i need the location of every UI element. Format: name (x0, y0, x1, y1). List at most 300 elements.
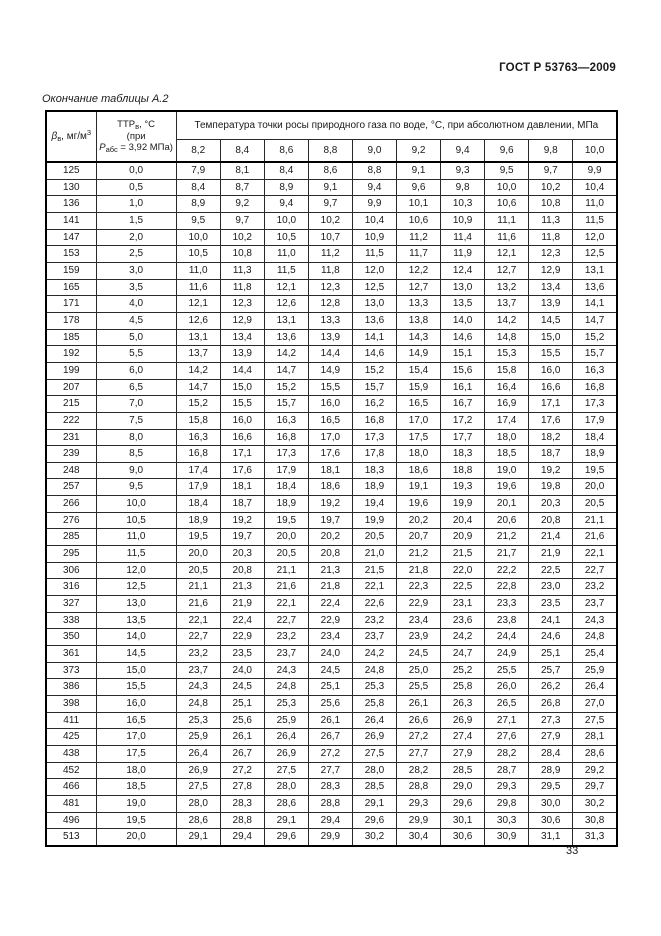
dewpoint-cell: 24,5 (308, 662, 352, 679)
ttr-label-sub: в (135, 121, 140, 131)
dewpoint-cell: 26,2 (529, 679, 573, 696)
table-row (46, 229, 617, 246)
dewpoint-cell: 27,8 (220, 779, 264, 796)
dewpoint-cell: 27,5 (352, 745, 396, 762)
density-cell: 276 (46, 512, 96, 529)
dewpoint-cell: 8,6 (308, 162, 352, 179)
dewpoint-cell: 22,9 (220, 629, 264, 646)
density-cell: 178 (46, 312, 96, 329)
dewpoint-cell: 23,7 (573, 596, 617, 613)
dewpoint-cell: 27,5 (176, 779, 220, 796)
ttr-cell: 16,5 (96, 712, 176, 729)
table-row (46, 462, 617, 479)
dewpoint-cell: 20,4 (441, 512, 485, 529)
dewpoint-cell: 12,1 (485, 246, 529, 263)
table-row (46, 412, 617, 429)
density-cell: 425 (46, 729, 96, 746)
ttr-cell: 12,5 (96, 579, 176, 596)
ttr-cell: 8,0 (96, 429, 176, 446)
density-symbol-sub: в (57, 134, 62, 143)
dewpoint-cell: 15,7 (264, 396, 308, 413)
dewpoint-cell: 19,2 (529, 462, 573, 479)
dewpoint-cell: 10,0 (264, 212, 308, 229)
dewpoint-cell: 24,8 (352, 662, 396, 679)
dewpoint-cell: 22,1 (176, 612, 220, 629)
density-cell: 338 (46, 612, 96, 629)
dewpoint-cell: 12,5 (352, 279, 396, 296)
dewpoint-cell: 21,9 (220, 596, 264, 613)
dewpoint-cell: 17,7 (441, 429, 485, 446)
dewpoint-cell: 15,9 (396, 379, 440, 396)
dewpoint-cell: 29,4 (220, 829, 264, 846)
dewpoint-cell: 13,6 (352, 312, 396, 329)
column-header-pressure: 9,4 (441, 140, 485, 163)
dewpoint-cell: 28,6 (264, 795, 308, 812)
dewpoint-cell: 17,9 (264, 462, 308, 479)
dewpoint-cell: 13,4 (220, 329, 264, 346)
table-row (46, 479, 617, 496)
dewpoint-cell: 25,3 (264, 696, 308, 713)
dewpoint-cell: 25,6 (220, 712, 264, 729)
dewpoint-cell: 15,8 (176, 412, 220, 429)
dewpoint-cell: 9,4 (352, 179, 396, 196)
dewpoint-cell: 24,6 (529, 629, 573, 646)
table-row (46, 446, 617, 463)
dewpoint-cell: 16,3 (264, 412, 308, 429)
dewpoint-cell: 22,9 (308, 612, 352, 629)
dewpoint-cell: 14,8 (485, 329, 529, 346)
density-cell: 266 (46, 496, 96, 513)
dewpoint-cell: 28,3 (308, 779, 352, 796)
dewpoint-cell: 11,8 (529, 229, 573, 246)
dewpoint-cell: 18,3 (441, 446, 485, 463)
dewpoint-cell: 20,2 (396, 512, 440, 529)
dewpoint-cell: 13,8 (396, 312, 440, 329)
dewpoint-cell: 13,6 (264, 329, 308, 346)
dewpoint-cell: 19,2 (220, 512, 264, 529)
dewpoint-cell: 12,1 (264, 279, 308, 296)
dewpoint-cell: 18,3 (352, 462, 396, 479)
dewpoint-cell: 16,8 (264, 429, 308, 446)
dewpoint-cell: 16,6 (529, 379, 573, 396)
table-row (46, 679, 617, 696)
dewpoint-cell: 23,7 (176, 662, 220, 679)
dewpoint-cell: 12,0 (352, 262, 396, 279)
ttr-cell: 0,5 (96, 179, 176, 196)
dewpoint-cell: 28,6 (573, 745, 617, 762)
dewpoint-cell: 11,2 (308, 246, 352, 263)
table-row (46, 279, 617, 296)
dewpoint-cell: 24,3 (573, 612, 617, 629)
dewpoint-cell: 21,2 (396, 546, 440, 563)
ttr-cell: 20,0 (96, 829, 176, 846)
dewpoint-cell: 11,7 (396, 246, 440, 263)
dewpoint-cell: 31,3 (573, 829, 617, 846)
dewpoint-cell: 21,3 (220, 579, 264, 596)
dewpoint-cell: 9,7 (308, 196, 352, 213)
density-cell: 361 (46, 646, 96, 663)
dewpoint-cell: 16,8 (573, 379, 617, 396)
dewpoint-cell: 21,2 (485, 529, 529, 546)
dewpoint-cell: 25,0 (396, 662, 440, 679)
dewpoint-cell: 8,7 (220, 179, 264, 196)
ttr-cell: 11,0 (96, 529, 176, 546)
density-cell: 239 (46, 446, 96, 463)
dewpoint-cell: 10,6 (396, 212, 440, 229)
dewpoint-cell: 19,2 (308, 496, 352, 513)
dewpoint-cell: 14,4 (308, 346, 352, 363)
dewpoint-cell: 16,2 (352, 396, 396, 413)
dewpoint-cell: 30,6 (441, 829, 485, 846)
dewpoint-cell: 18,4 (176, 496, 220, 513)
table-row (46, 512, 617, 529)
dewpoint-cell: 15,8 (485, 362, 529, 379)
dewpoint-cell: 19,4 (352, 496, 396, 513)
dewpoint-cell: 10,5 (176, 246, 220, 263)
dewpoint-cell: 14,5 (529, 312, 573, 329)
dewpoint-cell: 14,3 (396, 329, 440, 346)
pressure-symbol: Р (99, 142, 106, 154)
dewpoint-cell: 17,3 (264, 446, 308, 463)
dewpoint-cell: 16,0 (529, 362, 573, 379)
dewpoint-cell: 12,3 (529, 246, 573, 263)
dewpoint-cell: 8,4 (264, 162, 308, 179)
ttr-cell: 1,5 (96, 212, 176, 229)
dewpoint-cell: 18,1 (220, 479, 264, 496)
density-cell: 513 (46, 829, 96, 846)
column-header-pressure: 8,6 (264, 140, 308, 163)
dewpoint-cell: 23,2 (264, 629, 308, 646)
dewpoint-cell: 26,0 (485, 679, 529, 696)
table-row (46, 429, 617, 446)
density-cell: 136 (46, 196, 96, 213)
dewpoint-cell: 26,1 (396, 696, 440, 713)
dewpoint-cell: 23,2 (176, 646, 220, 663)
ttr-cell: 5,5 (96, 346, 176, 363)
dewpoint-cell: 18,4 (573, 429, 617, 446)
table-row (46, 362, 617, 379)
dewpoint-cell: 11,5 (573, 212, 617, 229)
dewpoint-cell: 27,9 (529, 729, 573, 746)
dewpoint-cell: 13,5 (441, 296, 485, 313)
ttr-cell: 19,5 (96, 812, 176, 829)
dewpoint-cell: 9,3 (441, 162, 485, 179)
dewpoint-cell: 19,7 (308, 512, 352, 529)
dewpoint-cell: 25,7 (529, 662, 573, 679)
dewpoint-cell: 21,6 (264, 579, 308, 596)
dewpoint-cell: 25,9 (176, 729, 220, 746)
dewpoint-cell: 28,2 (485, 745, 529, 762)
dewpoint-cell: 17,4 (485, 412, 529, 429)
dewpoint-cell: 13,9 (529, 296, 573, 313)
dewpoint-cell: 28,0 (352, 762, 396, 779)
ttr-cell: 18,5 (96, 779, 176, 796)
dewpoint-cell: 25,4 (573, 646, 617, 663)
dewpoint-cell: 21,9 (529, 546, 573, 563)
dewpoint-cell: 16,0 (308, 396, 352, 413)
table-row (46, 579, 617, 596)
table-row (46, 829, 617, 846)
density-unit-sup: 3 (86, 128, 92, 137)
dewpoint-cell: 30,4 (396, 829, 440, 846)
dewpoint-cell: 22,7 (176, 629, 220, 646)
dewpoint-cell: 10,6 (485, 196, 529, 213)
ttr-cell: 14,0 (96, 629, 176, 646)
dewpoint-cell: 23,5 (529, 596, 573, 613)
column-header-ttr (96, 111, 176, 162)
density-cell: 141 (46, 212, 96, 229)
page-number: 33 (566, 845, 579, 857)
dewpoint-cell: 16,3 (573, 362, 617, 379)
dewpoint-cell: 22,1 (352, 579, 396, 596)
density-cell: 285 (46, 529, 96, 546)
dewpoint-cell: 14,1 (573, 296, 617, 313)
dewpoint-cell: 17,8 (352, 446, 396, 463)
table-row (46, 712, 617, 729)
dewpoint-cell: 13,0 (441, 279, 485, 296)
dewpoint-cell: 17,3 (352, 429, 396, 446)
dewpoint-cell: 20,9 (441, 529, 485, 546)
dewpoint-cell: 18,0 (485, 429, 529, 446)
dewpoint-cell: 10,4 (573, 179, 617, 196)
dewpoint-cell: 30,3 (485, 812, 529, 829)
dewpoint-cell: 27,1 (485, 712, 529, 729)
dewpoint-cell: 17,6 (529, 412, 573, 429)
ttr-cell: 4,0 (96, 296, 176, 313)
dewpoint-cell: 20,1 (485, 496, 529, 513)
ttr-cell: 2,5 (96, 246, 176, 263)
standard-number: ГОСТ Р 53763—2009 (499, 62, 616, 74)
dewpoint-cell: 28,1 (573, 729, 617, 746)
dewpoint-cell: 16,1 (441, 379, 485, 396)
dewpoint-cell: 17,9 (176, 479, 220, 496)
dewpoint-cell: 25,8 (441, 679, 485, 696)
table-row (46, 629, 617, 646)
dewpoint-cell: 15,1 (441, 346, 485, 363)
density-cell: 386 (46, 679, 96, 696)
density-cell: 192 (46, 346, 96, 363)
dewpoint-cell: 18,1 (308, 462, 352, 479)
dewpoint-cell: 29,9 (396, 812, 440, 829)
dewpoint-cell: 20,0 (573, 479, 617, 496)
dewpoint-cell: 28,3 (220, 795, 264, 812)
dewpoint-cell: 20,6 (485, 512, 529, 529)
dewpoint-cell: 12,8 (308, 296, 352, 313)
table-row (46, 729, 617, 746)
dewpoint-cell: 28,0 (176, 795, 220, 812)
dewpoint-cell: 25,6 (308, 696, 352, 713)
dewpoint-cell: 12,0 (573, 229, 617, 246)
dewpoint-cell: 19,6 (396, 496, 440, 513)
dewpoint-cell: 19,6 (485, 479, 529, 496)
ttr-cell: 4,5 (96, 312, 176, 329)
ttr-cell: 15,5 (96, 679, 176, 696)
dewpoint-cell: 24,2 (352, 646, 396, 663)
dewpoint-cell: 21,1 (264, 562, 308, 579)
ttr-cell: 10,0 (96, 496, 176, 513)
dewpoint-cell: 18,9 (264, 496, 308, 513)
dew-point-table (45, 110, 618, 847)
ttr-cell: 13,5 (96, 612, 176, 629)
dewpoint-cell: 30,6 (529, 812, 573, 829)
density-cell: 147 (46, 229, 96, 246)
dewpoint-cell: 11,8 (308, 262, 352, 279)
dewpoint-cell: 21,7 (485, 546, 529, 563)
ttr-cell: 14,5 (96, 646, 176, 663)
dewpoint-cell: 21,4 (529, 529, 573, 546)
dewpoint-cell: 14,6 (352, 346, 396, 363)
dewpoint-cell: 16,5 (396, 396, 440, 413)
dewpoint-cell: 20,2 (308, 529, 352, 546)
dewpoint-cell: 13,4 (529, 279, 573, 296)
dewpoint-cell: 8,9 (264, 179, 308, 196)
dewpoint-cell: 21,1 (573, 512, 617, 529)
dewpoint-cell: 10,5 (264, 229, 308, 246)
dewpoint-cell: 8,8 (352, 162, 396, 179)
dewpoint-cell: 11,5 (264, 262, 308, 279)
dewpoint-cell: 11,0 (264, 246, 308, 263)
dewpoint-cell: 19,7 (220, 529, 264, 546)
dewpoint-cell: 26,9 (264, 745, 308, 762)
dewpoint-cell: 21,5 (441, 546, 485, 563)
dewpoint-cell: 28,4 (529, 745, 573, 762)
dewpoint-cell: 19,5 (176, 529, 220, 546)
dewpoint-cell: 27,9 (441, 745, 485, 762)
dewpoint-cell: 29,1 (264, 812, 308, 829)
table-row (46, 546, 617, 563)
dewpoint-cell: 29,1 (352, 795, 396, 812)
dewpoint-cell: 29,8 (485, 795, 529, 812)
dewpoint-cell: 10,2 (529, 179, 573, 196)
dewpoint-cell: 22,9 (396, 596, 440, 613)
dewpoint-cell: 25,1 (308, 679, 352, 696)
dewpoint-cell: 16,5 (308, 412, 352, 429)
dewpoint-cell: 29,6 (264, 829, 308, 846)
dewpoint-cell: 24,0 (308, 646, 352, 663)
density-cell: 327 (46, 596, 96, 613)
density-cell: 466 (46, 779, 96, 796)
dewpoint-cell: 13,6 (573, 279, 617, 296)
dewpoint-cell: 17,6 (220, 462, 264, 479)
dewpoint-cell: 24,3 (264, 662, 308, 679)
dewpoint-cell: 15,2 (264, 379, 308, 396)
dewpoint-cell: 15,5 (220, 396, 264, 413)
ttr-cell: 12,0 (96, 562, 176, 579)
dewpoint-cell: 22,4 (220, 612, 264, 629)
dewpoint-cell: 10,9 (441, 212, 485, 229)
dewpoint-cell: 23,6 (441, 612, 485, 629)
dewpoint-cell: 11,9 (441, 246, 485, 263)
column-header-pressure: 9,8 (529, 140, 573, 163)
dewpoint-cell: 20,7 (396, 529, 440, 546)
dewpoint-cell: 29,6 (352, 812, 396, 829)
dewpoint-cell: 22,7 (264, 612, 308, 629)
dewpoint-cell: 28,9 (529, 762, 573, 779)
dewpoint-cell: 13,1 (176, 329, 220, 346)
ttr-unit: , °С (139, 118, 156, 130)
dewpoint-cell: 12,1 (176, 296, 220, 313)
dewpoint-cell: 18,0 (396, 446, 440, 463)
dewpoint-cell: 24,0 (220, 662, 264, 679)
dewpoint-cell: 8,4 (176, 179, 220, 196)
dewpoint-cell: 10,2 (220, 229, 264, 246)
dewpoint-cell: 25,5 (485, 662, 529, 679)
dewpoint-cell: 14,0 (441, 312, 485, 329)
dewpoint-cell: 30,2 (573, 795, 617, 812)
table-row (46, 396, 617, 413)
dewpoint-cell: 26,8 (529, 696, 573, 713)
dewpoint-cell: 25,3 (352, 679, 396, 696)
dewpoint-cell: 17,1 (529, 396, 573, 413)
dewpoint-cell: 12,6 (264, 296, 308, 313)
dewpoint-cell: 13,2 (485, 279, 529, 296)
dewpoint-cell: 18,2 (529, 429, 573, 446)
dewpoint-cell: 22,7 (573, 562, 617, 579)
dewpoint-cell: 23,7 (352, 629, 396, 646)
dewpoint-cell: 10,0 (176, 229, 220, 246)
dewpoint-cell: 20,5 (352, 529, 396, 546)
ttr-cell: 18,0 (96, 762, 176, 779)
dewpoint-cell: 18,5 (485, 446, 529, 463)
dewpoint-cell: 21,5 (352, 562, 396, 579)
dewpoint-cell: 27,7 (396, 745, 440, 762)
dewpoint-cell: 29,4 (308, 812, 352, 829)
ttr-cell: 2,0 (96, 229, 176, 246)
dewpoint-cell: 26,6 (396, 712, 440, 729)
dewpoint-cell: 25,5 (396, 679, 440, 696)
dewpoint-cell: 27,3 (529, 712, 573, 729)
dewpoint-cell: 30,8 (573, 812, 617, 829)
table-row (46, 346, 617, 363)
dewpoint-cell: 14,2 (485, 312, 529, 329)
table-row (46, 646, 617, 663)
table-row (46, 529, 617, 546)
dewpoint-cell: 15,0 (220, 379, 264, 396)
dewpoint-cell: 11,5 (352, 246, 396, 263)
ttr-cell: 13,0 (96, 596, 176, 613)
dewpoint-cell: 27,2 (308, 745, 352, 762)
ttr-cell: 10,5 (96, 512, 176, 529)
dewpoint-cell: 13,9 (308, 329, 352, 346)
dewpoint-cell: 14,7 (264, 362, 308, 379)
dewpoint-cell: 20,3 (529, 496, 573, 513)
ttr-cell: 17,0 (96, 729, 176, 746)
dewpoint-cell: 11,3 (529, 212, 573, 229)
density-cell: 316 (46, 579, 96, 596)
table-row (46, 212, 617, 229)
dewpoint-cell: 26,1 (220, 729, 264, 746)
ttr-cell: 19,0 (96, 795, 176, 812)
column-header-dewpoint-span: Температура точки росы природного газа по воде, °С, при абсолютном давлении, МПа (176, 111, 617, 140)
dewpoint-cell: 17,0 (308, 429, 352, 446)
dewpoint-cell: 14,2 (176, 362, 220, 379)
dewpoint-cell: 9,9 (573, 162, 617, 179)
dewpoint-cell: 19,8 (529, 479, 573, 496)
dewpoint-cell: 31,1 (529, 829, 573, 846)
column-header-pressure: 9,0 (352, 140, 396, 163)
dewpoint-cell: 18,9 (573, 446, 617, 463)
dewpoint-cell: 30,0 (529, 795, 573, 812)
dewpoint-cell: 13,3 (308, 312, 352, 329)
ttr-cell: 1,0 (96, 196, 176, 213)
column-header-pressure: 10,0 (573, 140, 617, 163)
table-row (46, 296, 617, 313)
dewpoint-cell: 26,4 (264, 729, 308, 746)
dewpoint-cell: 25,1 (529, 646, 573, 663)
dewpoint-cell: 18,9 (176, 512, 220, 529)
dewpoint-cell: 29,2 (573, 762, 617, 779)
dewpoint-cell: 23,2 (352, 612, 396, 629)
